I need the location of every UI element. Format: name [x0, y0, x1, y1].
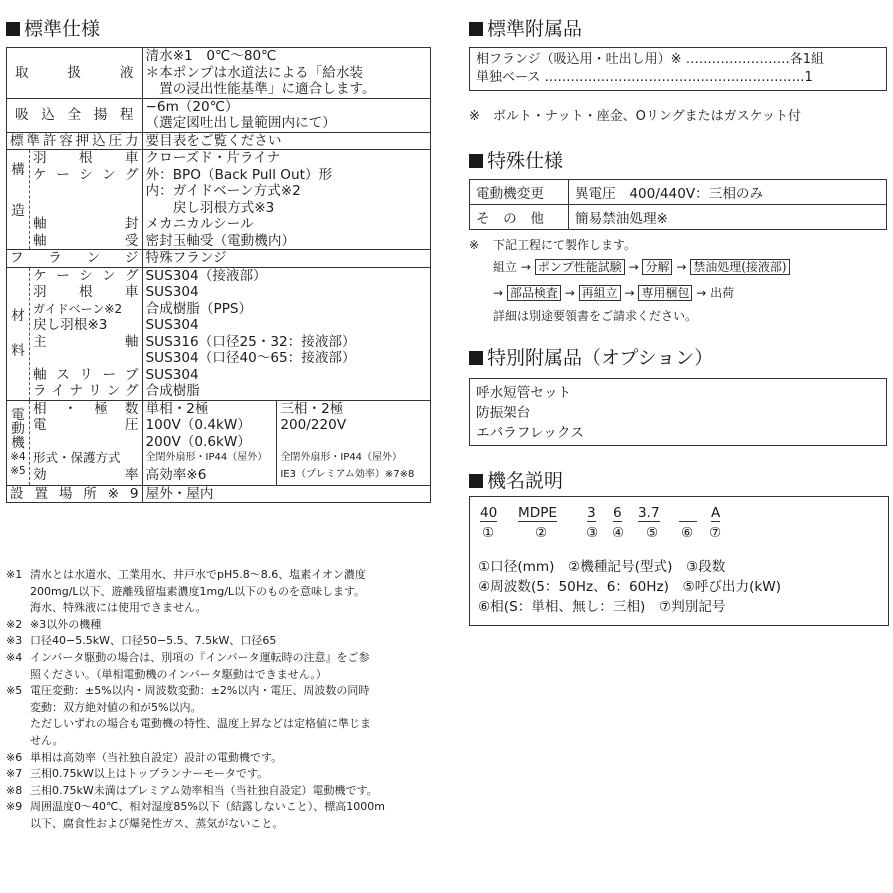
- motor-labels: [7, 400, 143, 485]
- motor-three-values: 三相・2極 200/220V 全閉外扇形・IP44（屋外） IE3（プレミアム効率）※7※8: [277, 400, 431, 485]
- pressure-label: 標準許容押込圧力: [7, 132, 143, 150]
- structure-labels: [7, 150, 143, 250]
- pressure-value: 要目表をご覧ください: [142, 132, 430, 150]
- flange-row: [7, 250, 431, 268]
- suction-row: [7, 98, 431, 132]
- motor-single-values: 単相・2極 100V（0.4kW） 200V（0.6kW） 全閉外扇形・IP44（屋外） 高効率※6: [142, 400, 277, 485]
- accessories-box: [469, 47, 887, 91]
- model-code: 3.7: [638, 505, 660, 521]
- options-heading: 特別附属品（オプション）: [469, 343, 713, 370]
- location-row: [7, 485, 431, 503]
- note-9: ※9 周囲温度0〜40℃、相対湿度85%以下（結露しないこと）、標高1000m 以下、腐食性および爆発性ガス、蒸気がないこと。: [6, 800, 386, 830]
- flow-line-2: → 部品検査 → 再組立 → 専用梱包 → 出荷: [493, 286, 735, 300]
- structure-sublabels: 羽 根 車 ケーシング 軸 封 軸 受: [29, 150, 142, 249]
- structure-values: クローズド・片ライナ 外：BPO（Back Pull Out）形 内：ガイドベーン方式※2 戻し羽根方式※3 メカニカルシール 密封玉軸受（電動機内）: [142, 150, 430, 250]
- note-2: ※2 ※3以外の機種: [6, 617, 102, 631]
- material-values: SUS304（接液部） SUS304 合成樹脂（PPS） SUS304 SUS316（口径25・32：接液部） SUS304（口径40〜65：接液部） SUS304 合成樹脂: [142, 267, 430, 400]
- structure-row: [7, 150, 431, 250]
- std-spec-table: [6, 47, 431, 503]
- location-value: 屋外・屋内: [142, 485, 430, 503]
- flow-footer: 詳細は別途要領書をご請求ください。: [493, 309, 698, 323]
- model-code: [679, 505, 697, 522]
- handling-row: [7, 48, 431, 99]
- note-8: ※8 三相0.75kW未満はプレミアム効率相当（当社独自設定）電動機です。: [6, 783, 378, 797]
- model-code: 6: [613, 505, 622, 521]
- flow-step: 分解: [642, 259, 672, 275]
- flow-step: ポンプ性能試験: [535, 259, 625, 275]
- spec-notes: [6, 567, 431, 833]
- flow-step: 部品検査: [507, 285, 561, 301]
- suction-label: 吸込全揚程: [7, 98, 143, 132]
- flow-step: 再組立: [579, 285, 621, 301]
- special-row: 電動機変更 異電圧 400/440V：三相のみ: [470, 180, 887, 205]
- option-item: エバラフレックス: [476, 425, 584, 441]
- model-code: 40: [480, 505, 498, 521]
- options-box: [469, 378, 887, 446]
- motor-sublabels: 相・極数 電 圧 形式・保護方式 効 率: [29, 401, 142, 485]
- accessory-line: 相フランジ（吸込用・吐出し用）※ ……………………各1組: [476, 52, 824, 67]
- flow-line-1: 組立 → ポンプ性能試験 → 分解 → 禁油処理(接液部): [469, 254, 889, 280]
- model-code: MDPE: [518, 505, 557, 521]
- flange-label: フ ラ ン ジ: [7, 250, 143, 268]
- process-flow: ※ 下記工程にて製作します。 組立 → ポンプ性能試験 → 分解 → 禁油処理(接液部) → 部品検査 → 再組立 → 専用梱包 → 出荷 詳細は別途要領書をご請求ください。: [469, 236, 889, 326]
- handling-value: 清水※1 0℃〜80℃ ＊本ポンプは水道法による「給水装 置の浸出性能基準」に適合します。: [142, 48, 430, 99]
- motor-category: 電 動 機 ※4 ※5: [10, 406, 26, 477]
- accessory-line: 単独ベース ……………………………………………………1: [476, 70, 813, 85]
- handling-label: 取 扱 液: [7, 48, 143, 99]
- special-table: [469, 179, 887, 230]
- model-code: 3: [587, 505, 596, 521]
- heading-square-icon: [469, 22, 483, 36]
- special-row: そ の 他 簡易禁油処理※: [470, 205, 887, 230]
- flow-step: 専用梱包: [638, 285, 692, 301]
- material-sublabels: ケーシング 羽 根 車 ガイドベーン※2 戻し羽根※3 主 軸 軸スリーブ ライナリング: [29, 268, 142, 400]
- accessories-note: ※ ボルト・ナット・座金、Oリングまたはガスケット付: [469, 109, 801, 124]
- heading-square-icon: [469, 474, 483, 488]
- heading-square-icon: [469, 154, 483, 168]
- model-box: 40 MDPE 3 6 3.7 A ① ② ③ ④ ⑤ ⑥ ⑦ ①口径(mm) ②機種記号(型式) ③段数 ④周波数(5：50Hz、6：60Hz) ⑤呼び出力(kW) ⑥相(S：単相、無し：三相) ⑦判別記号: [469, 496, 889, 626]
- pressure-row: [7, 132, 431, 150]
- option-item: 呼水短管セット: [476, 385, 572, 401]
- heading-square-icon: [6, 22, 20, 36]
- material-labels: [7, 267, 143, 400]
- option-item: 防振架台: [476, 405, 531, 421]
- note-3: ※3 口径40−5.5kW、口径50−5.5、7.5kW、口径65: [6, 634, 277, 648]
- flow-step: 禁油処理(接液部): [690, 259, 789, 275]
- model-heading: 機名説明: [469, 466, 563, 493]
- accessories-heading: 標準附属品: [469, 14, 582, 41]
- structure-category: 構 造: [11, 162, 25, 220]
- model-code: A: [711, 505, 721, 521]
- std-spec-title: 標準仕様: [24, 18, 101, 40]
- note-7: ※7 三相0.75kW以上はトップランナーモータです。: [6, 767, 269, 781]
- model-legend: ①口径(mm) ②機種記号(型式) ③段数 ④周波数(5：50Hz、6：60Hz) ⑤呼び出力(kW) ⑥相(S：単相、無し：三相) ⑦判別記号: [478, 559, 782, 615]
- note-5: ※5 電圧変動：±5%以内・周波数変動：±2%以内・電圧、周波数の同時 変動：双方絶対値の和が5%以内。 ただしいずれの場合も電動機の特性、温度上昇などは定格値に準じま せん。: [6, 684, 371, 747]
- note-6: ※6 単相は高効率（当社独自設定）設計の電動機です。: [6, 750, 283, 764]
- heading-square-icon: [469, 351, 483, 365]
- material-category: 材 料: [11, 308, 25, 359]
- location-label: 設置場所※9: [7, 485, 143, 503]
- flange-value: 特殊フランジ: [142, 250, 430, 268]
- std-spec-heading: [6, 14, 100, 41]
- special-heading: 特殊仕様: [469, 146, 563, 173]
- note-4: ※4 インバータ駆動の場合は、別項の『インバータ運転時の注意』をご参 照ください。（単相電動機のインバータ駆動はできません。）: [6, 650, 370, 681]
- motor-row: [7, 400, 431, 485]
- note-1: ※1 清水とは水道水、工業用水、井戸水でpH5.8〜8.6、塩素イオン濃度 200mg/L以下、遊離残留塩素濃度1mg/L以下のものを意味します。 海水、特殊液には使用できません。: [6, 568, 366, 615]
- material-row: [7, 267, 431, 400]
- suction-value: −6m（20℃） （選定図吐出し量範囲内にて）: [142, 98, 430, 132]
